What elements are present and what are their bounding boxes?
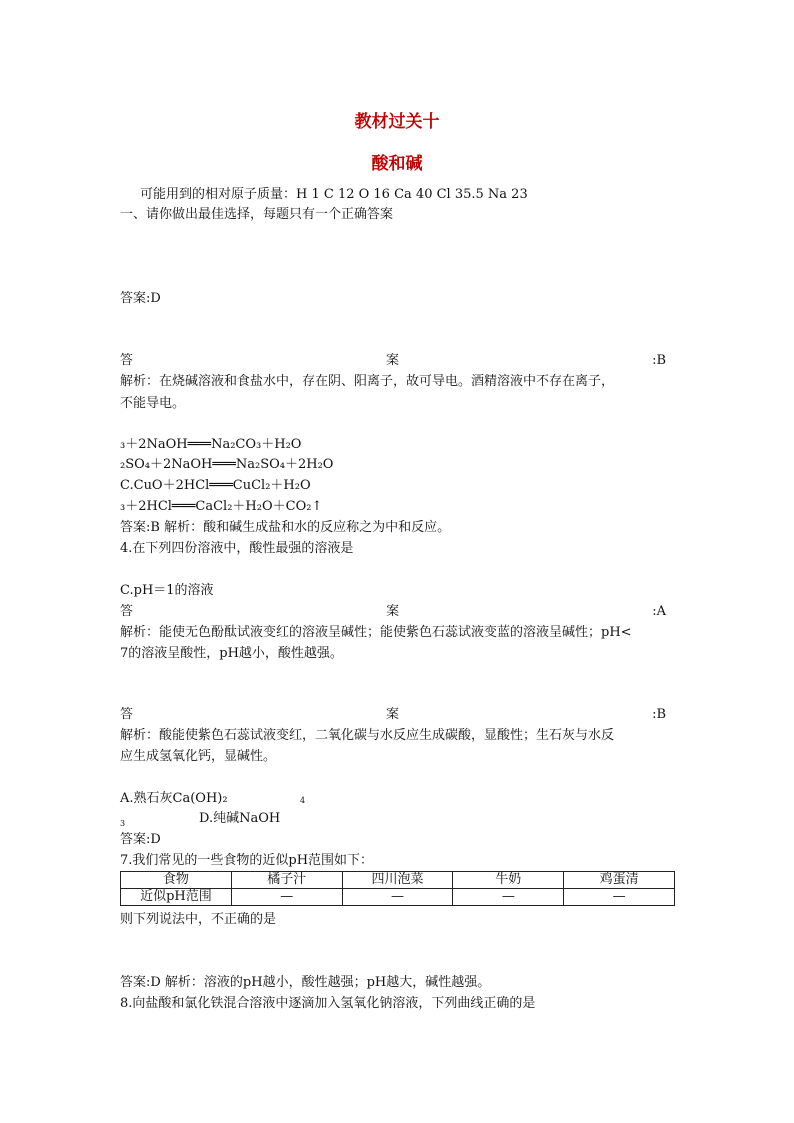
answer-3: 答案:B 解析：酸和碱生成盐和水的反应称之为中和反应。 [120, 520, 451, 535]
answer-4-mid: 案 [386, 604, 400, 619]
question-6-option-d: D.纯碱NaOH [199, 811, 281, 826]
question-4: 4.在下列四份溶液中，酸性最强的溶液是 [120, 541, 354, 556]
explanation-2-line-2: 不能导电。 [120, 396, 186, 411]
ph-table [120, 871, 675, 906]
question-6-option-a: A.熟石灰Ca(OH)₂ [120, 791, 228, 806]
explanation-2-line-1: 解析：在烧碱溶液和食盐水中，存在阴、阳离子，故可导电。酒精溶液中不存在离子， [120, 374, 615, 389]
table-header-cell: 食物 [121, 872, 232, 889]
table-header-cell: 牛奶 [453, 872, 564, 889]
explanation-5-line-2: 应生成氢氧化钙，显碱性。 [120, 749, 277, 764]
ph-table-header-row [121, 872, 675, 889]
table-cell: — [453, 889, 564, 906]
answer-2-left: 答 [120, 353, 134, 368]
answer-4-left: 答 [120, 604, 134, 619]
equation-4: ₃＋2HCl═══CaCl₂＋H₂O＋CO₂↑ [120, 499, 323, 514]
page-title: 教材过关十 [354, 112, 440, 132]
answer-1: 答案:D [120, 291, 161, 306]
answer-2-mid: 案 [386, 353, 400, 368]
table-cell: — [231, 889, 342, 906]
table-header-cell: 四川泡菜 [342, 872, 453, 889]
answer-5-right: :B [652, 707, 666, 722]
table-header-cell: 鸡蛋清 [564, 872, 675, 889]
question-6-fragment-3: 3 [120, 819, 126, 828]
equation-1: ₃＋2NaOH═══Na₂CO₃＋H₂O [120, 437, 302, 452]
answer-5 [120, 706, 666, 724]
table-cell: — [342, 889, 453, 906]
answer-4 [120, 603, 666, 621]
section-heading: 一、请你做出最佳选择，每题只有一个正确答案 [120, 207, 394, 222]
answer-4-right: :A [652, 604, 666, 619]
page-subtitle: 酸和碱 [371, 154, 423, 174]
explanation-5-line-1: 解析：酸能使紫色石蕊试液变红，二氧化碳与水反应生成碳酸，显酸性；生石灰与水反 [120, 728, 615, 743]
equation-3: C.CuO＋2HCl═══CuCl₂＋H₂O [120, 478, 311, 493]
answer-7: 答案:D 解析：溶液的pH越小，酸性越强；pH越大，碱性越强。 [120, 975, 491, 990]
table-row [121, 889, 675, 906]
explanation-4-line-2: 7的溶液呈酸性，pH越小，酸性越强。 [120, 646, 343, 661]
answer-5-left: 答 [120, 707, 134, 722]
answer-5-mid: 案 [386, 707, 400, 722]
table-cell: — [564, 889, 675, 906]
atomic-mass-line: 可能用到的相对原子质量：H 1 C 12 O 16 Ca 40 Cl 35.5 Na 23 [140, 187, 528, 202]
table-header-cell: 橘子汁 [231, 872, 342, 889]
explanation-4-line-1: 解析：能使无色酚酞试液变红的溶液呈碱性；能使紫色石蕊试液变蓝的溶液呈碱性；pH< [120, 625, 632, 640]
answer-6: 答案:D [120, 832, 161, 847]
question-7: 7.我们常见的一些食物的近似pH范围如下： [120, 853, 374, 868]
table-row-label: 近似pH范围 [121, 889, 232, 906]
question-7-followup: 则下列说法中，不正确的是 [120, 912, 277, 927]
answer-2-right: :B [652, 353, 666, 368]
equation-2: ₂SO₄＋2NaOH═══Na₂SO₄＋2H₂O [120, 457, 334, 472]
answer-2 [120, 352, 666, 370]
question-4-option-c: C.pH＝1的溶液 [120, 583, 214, 598]
question-8: 8.向盐酸和氯化铁混合溶液中逐滴加入氢氧化钠溶液，下列曲线正确的是 [120, 996, 536, 1011]
question-6-fragment-4: 4 [300, 796, 306, 805]
